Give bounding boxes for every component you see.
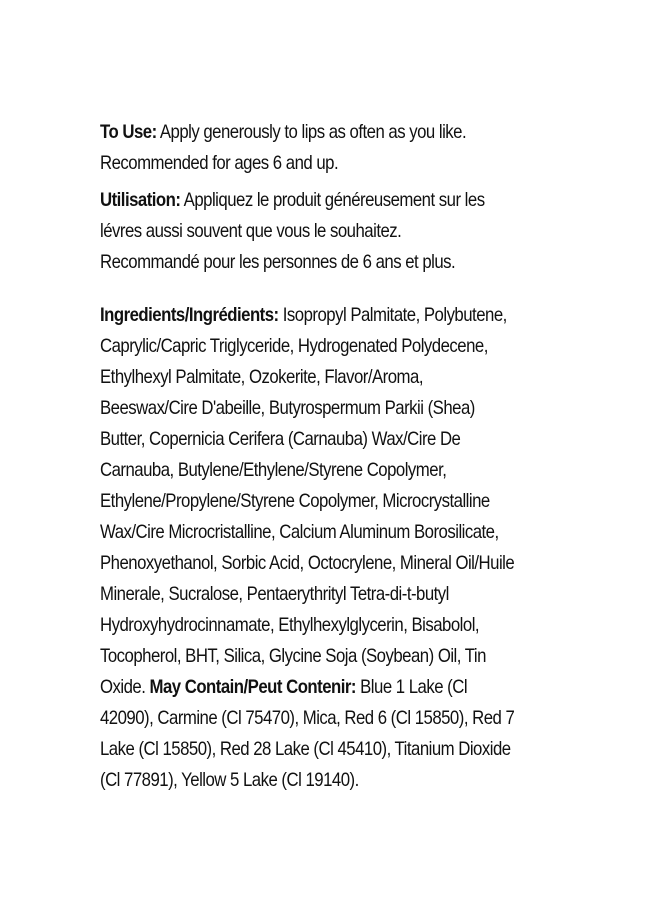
- utilisation-line-3: Recommandé pour les personnes de 6 ans et plus.: [100, 251, 456, 273]
- to-use-line-2: Recommended for ages 6 and up.: [100, 152, 339, 174]
- ingredients-line-2: Caprylic/Capric Triglyceride, Hydrogenated Polydecene,: [100, 335, 488, 357]
- to-use-section: [100, 117, 570, 179]
- ingredients-line-3: Ethylhexyl Palmitate, Ozokerite, Flavor/Aroma,: [100, 366, 423, 388]
- utilisation-heading: Utilisation:: [100, 189, 181, 211]
- ingredients-line-7: Ethylene/Propylene/Styrene Copolymer, Microcrystalline: [100, 490, 490, 512]
- to-use-heading: To Use:: [100, 121, 157, 143]
- utilisation-line-1: Appliquez le produit généreusement sur les: [180, 189, 485, 211]
- ingredients-line-1: Isopropyl Palmitate, Polybutene,: [278, 304, 507, 326]
- ingredients-line-9: Phenoxyethanol, Sorbic Acid, Octocrylene, Mineral Oil/Huile: [100, 552, 515, 574]
- may-contain-line-4: (Cl 77891), Yellow 5 Lake (Cl 19140).: [100, 769, 359, 791]
- may-contain-line-3: Lake (Cl 15850), Red 28 Lake (Cl 45410), Titanium Dioxide: [100, 738, 511, 760]
- ingredients-section: [100, 300, 570, 796]
- may-contain-line-1: Blue 1 Lake (Cl: [355, 676, 468, 698]
- to-use-line-1: Apply generously to lips as often as you like.: [156, 121, 467, 143]
- ingredients-line-10: Minerale, Sucralose, Pentaerythrityl Tetra-di-t-butyl: [100, 583, 449, 605]
- ingredients-line-11: Hydroxyhydrocinnamate, Ethylhexylglycerin, Bisabolol,: [100, 614, 480, 636]
- ingredients-line-8: Wax/Cire Microcristalline, Calcium Aluminum Borosilicate,: [100, 521, 499, 543]
- ingredients-line-5: Butter, Copernicia Cerifera (Carnauba) Wax/Cire De: [100, 428, 461, 450]
- utilisation-section: [100, 185, 570, 278]
- may-contain-heading: May Contain/Peut Contenir:: [149, 676, 356, 698]
- ingredients-heading: Ingredients/Ingrédients:: [100, 304, 279, 326]
- ingredients-line-13-start: Oxide.: [100, 676, 150, 698]
- utilisation-line-2: lévres aussi souvent que vous le souhaitez.: [100, 220, 402, 242]
- may-contain-line-2: 42090), Carmine (Cl 75470), Mica, Red 6 (Cl 15850), Red 7: [100, 707, 515, 729]
- ingredients-line-6: Carnauba, Butylene/Ethylene/Styrene Copolymer,: [100, 459, 447, 481]
- product-label-text: [100, 117, 570, 796]
- ingredients-line-4: Beeswax/Cire D'abeille, Butyrospermum Parkii (Shea): [100, 397, 475, 419]
- ingredients-line-12: Tocopherol, BHT, Silica, Glycine Soja (Soybean) Oil, Tin: [100, 645, 486, 667]
